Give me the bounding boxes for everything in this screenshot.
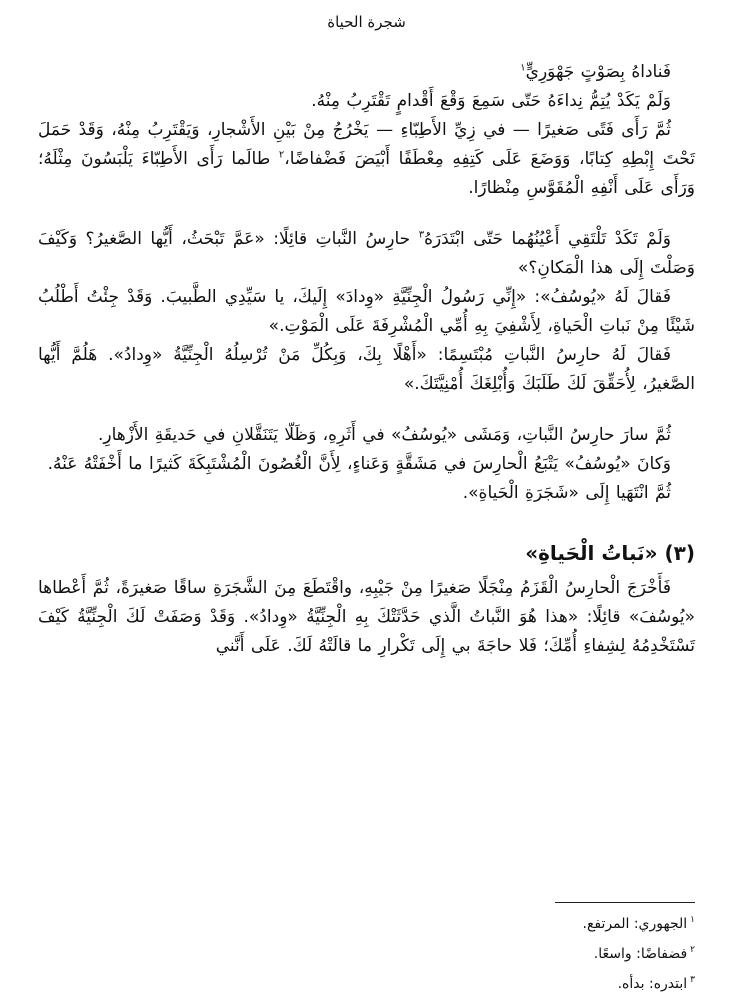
paragraph-1: فَناداهُ بِصَوْتٍ جَهْوَرِيٍّ$^١$ bbox=[520, 62, 671, 82]
footnote-2: $^٢$فضفاضًا: واسعًا. bbox=[593, 945, 695, 962]
footnote-ref-3[interactable]: ٣ bbox=[418, 229, 425, 241]
paragraph-gap bbox=[38, 508, 695, 530]
footnote-divider bbox=[555, 902, 695, 903]
footnote-1: $^١$الجهوري: المرتفع. bbox=[582, 915, 695, 932]
paragraph-6: فَقالَ لَهُ حارِسُ النَّباتِ مُبْتَسِمًا: «أَهْلًا بِكَ، وَبِكُلِّ مَنْ تُرْسِلُهُ الْجِنِّيَّةُ «وِدادُ». هَلُمَّ أَيُّها الصَّغيرُ، لِأُحَقِّقَ لَكَ طَلَبَكَ وَأُبْلِغَكَ أُمْنِيَّتَكَ.» bbox=[38, 345, 695, 394]
running-title: شجرة الحياة bbox=[327, 13, 406, 31]
main-text bbox=[38, 58, 695, 661]
paragraph-2: وَلَمْ يَكَدْ يُتِمُّ نِداءَهُ حَتّى سَمِعَ وَقْعَ أَقْدامٍ تَقْتَرِبُ مِنْهُ. bbox=[311, 91, 671, 111]
section-paragraph: فَأَخْرَجَ الْحارِسُ الْقَزَمُ مِنْجَلًا صَغيرًا مِنْ جَيْبِهِ، واقْتَطَعَ مِنَ الشَّجَرَةِ ساقًا صَغيرَةً، ثُمَّ أَعْطاها «يُوسُفَ» قائِلًا: «هذا هُوَ النَّباتُ الَّذي حَدَّثَتْكَ بِهِ الْجِنِّيَّةُ «وِدادُ». وَقَدْ وَصَفَتْ لَكَ الْجِنِّيَّةُ كَيْفَ تَسْتَخْدِمُهُ لِشِفاءِ أُمِّكَ؛ فَلا حاجَةَ بي إِلَى تَكْرارِ ما قالَتْهُ لَكَ. عَلَى أَنَّني bbox=[38, 578, 695, 656]
footnote-ref-2[interactable]: ٢ bbox=[278, 149, 285, 161]
paragraph-gap bbox=[38, 203, 695, 225]
paragraph-4: وَلَمْ تَكَدْ تَلْتَقِي أَعْيُنُهُما حَتّى ابْتَدَرَهُ$^٣$ حارِسُ النَّباتِ قائِلًا: «عَمَّ تَبْحَثُ، أَيُّها الصَّغيرُ؟ وَكَيْفَ وَصَلْتَ إِلَى هذا الْمَكانِ؟» bbox=[38, 229, 695, 278]
paragraph-3: ثُمَّ رَأَى فَتًى صَغيرًا — في زِيِّ الأَطِبّاءِ — يَخْرُجُ مِنْ بَيْنِ الأَشْجارِ، وَيَقْتَرِبُ مِنْهُ، وَقَدْ حَمَلَ تَحْتَ إِبْطِهِ كِتابًا، وَوَضَعَ عَلَى كَتِفِهِ مِعْطَفًا أَبْيَضَ فَضْفاضًا،$^٢$ طالَما رَأَى الأَطِبّاءَ يَلْبَسُونَ مِثْلَهُ؛ وَرَأَى عَلَى أَنْفِهِ الْمُقَوَّسِ مِنْظارًا. bbox=[38, 120, 695, 198]
paragraph-9: ثُمَّ انْتَهَيا إِلَى «شَجَرَةِ الْحَياةِ». bbox=[462, 483, 671, 503]
paragraph-gap bbox=[38, 399, 695, 421]
paragraph-5: فَقالَ لَهُ «يُوسُفُ»: «إِنِّي رَسُولُ الْجِنِّيَّةِ «وِدادَ» إِلَيكَ، يا سَيِّدِي الطَّبيبَ. وَقَدْ جِئْتُ أَطْلُبُ شَيْئًا مِنْ نَباتِ الْحَياةِ، لِأَشْفِيَ بِهِ أُمِّي الْمُشْرِفَةَ عَلَى الْمَوْتِ.» bbox=[38, 287, 695, 336]
footnote-ref-1[interactable]: ١ bbox=[520, 62, 526, 74]
paragraph-8: وَكانَ «يُوسُفُ» يَتْبَعُ الْحارِسَ في مَشَقَّةٍ وَعَناءٍ، لِأَنَّ الْغُصُونَ الْمُشْتَبِكَةَ كَثيرًا ما أَخْفَتْهُ عَنْهُ. bbox=[47, 454, 671, 474]
footnote-3: $^٣$ابتدره: بدأه. bbox=[617, 975, 695, 992]
paragraph-7: ثُمَّ سارَ حارِسُ النَّباتِ، وَمَشَى «يُوسُفُ» في أَثَرِهِ، وَظَلّا يَتَنَقَّلانِ في حَديقَةِ الأَزْهارِ. bbox=[98, 425, 671, 445]
section-heading: (٣) «نَباتُ الْحَياةِ» bbox=[525, 541, 695, 565]
footnotes bbox=[495, 902, 695, 999]
